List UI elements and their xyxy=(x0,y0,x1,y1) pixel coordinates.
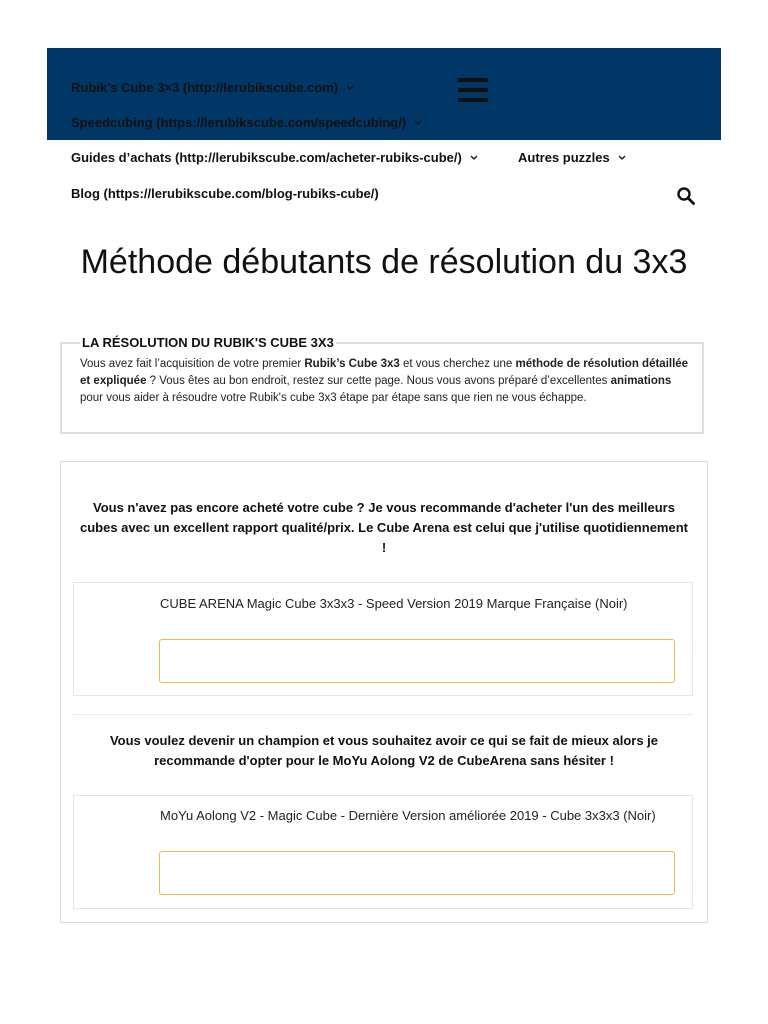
nav-item-label: Blog (https://lerubikscube.com/blog-rubiks-cube/) xyxy=(71,186,379,201)
page-title: Méthode débutants de résolution du 3x3 xyxy=(80,243,688,281)
nav-item-guides-achats[interactable] xyxy=(71,150,480,165)
recommendation-text-2: Vous voulez devenir un champion et vous souhaitez avoir ce qui se fait de mieux alors je recommande d'opter pour le MoYu Aolong V2 de CubeArena sans hésiter ! xyxy=(109,733,659,768)
product-title-2[interactable]: MoYu Aolong V2 - Magic Cube - Dernière Version améliorée 2019 - Cube 3x3x3 (Noir) xyxy=(160,808,656,823)
nav-item-blog[interactable] xyxy=(71,186,379,201)
search-icon[interactable] xyxy=(676,186,696,206)
recommendation-text-1: Vous n'avez pas encore acheté votre cube ? Je vous recommande d'acheter l'un des meilleurs cubes avec un excellent rapport qualité/prix. Le Cube Arena est celui que j'utilise quotidiennement ! xyxy=(80,500,688,555)
chevron-down-icon xyxy=(616,154,628,162)
chevron-down-icon xyxy=(344,84,356,92)
nav-item-label: Speedcubing (https://lerubikscube.com/speedcubing/) xyxy=(71,115,407,130)
nav-item-rubiks-cube-3x3[interactable] xyxy=(71,80,356,95)
product-button-1[interactable] xyxy=(159,639,675,683)
hamburger-menu-icon[interactable] xyxy=(458,78,488,104)
chevron-down-icon xyxy=(468,154,480,162)
divider xyxy=(73,714,693,715)
intro-paragraph: Vous avez fait l’acquisition de votre premier Rubik’s Cube 3x3 et vous cherchez une méthode de résolution détaillée et expliquée ? Vous êtes au bon endroit, restez sur cette page. Nous vous avons préparé d’excellentes animations pour vous aider à résoudre votre Rubik's cube 3x3 étape par étape sans que rien ne vous échappe. xyxy=(80,358,689,404)
chevron-down-icon xyxy=(412,119,424,127)
nav-item-speedcubing[interactable] xyxy=(71,115,424,130)
product-title-1[interactable]: CUBE ARENA Magic Cube 3x3x3 - Speed Version 2019 Marque Française (Noir) xyxy=(160,596,628,611)
nav-item-label: Rubik’s Cube 3×3 (http://lerubikscube.com) xyxy=(71,80,339,95)
intro-heading: LA RÉSOLUTION DU RUBIK'S CUBE 3X3 xyxy=(82,335,334,350)
nav-item-autres-puzzles[interactable] xyxy=(518,150,628,165)
nav-item-label: Autres puzzles xyxy=(518,150,610,165)
product-button-2[interactable] xyxy=(159,851,675,895)
nav-item-label: Guides d’achats (http://lerubikscube.com/acheter-rubiks-cube/) xyxy=(71,150,462,165)
